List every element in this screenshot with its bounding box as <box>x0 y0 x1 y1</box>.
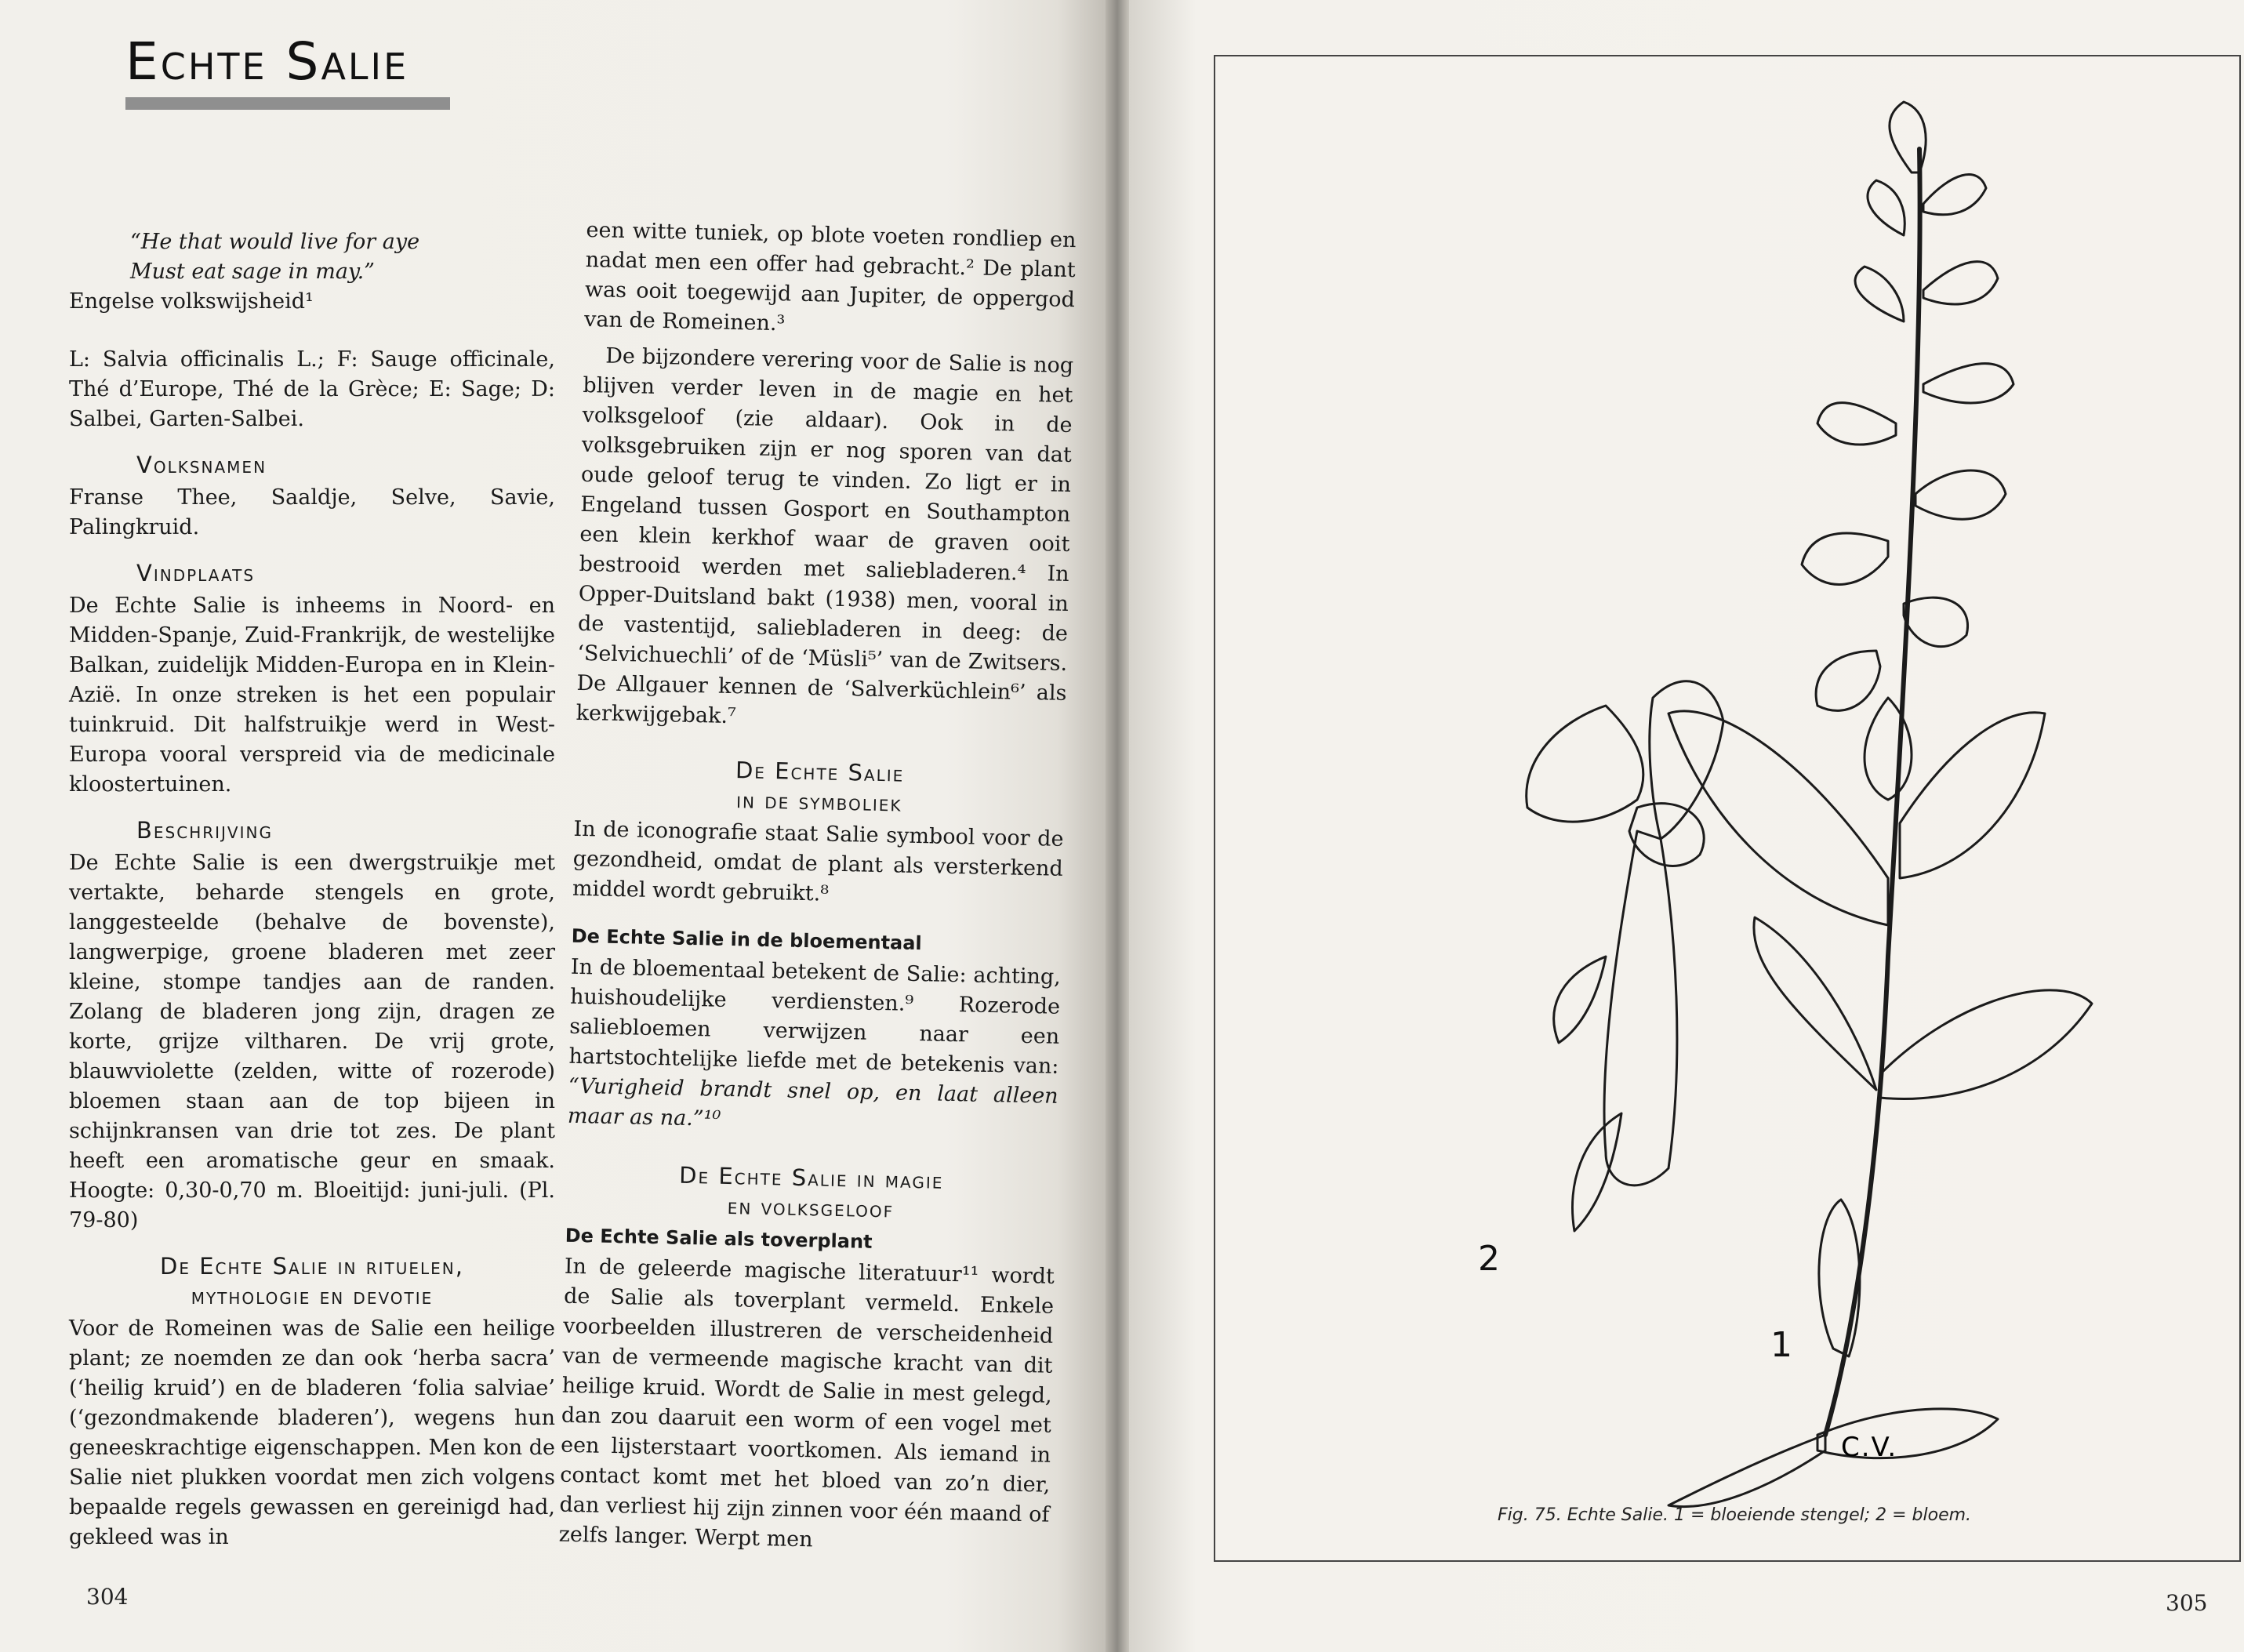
leaf-left-lower <box>1754 917 1876 1090</box>
motto-source: Engelse volkswijsheid¹ <box>69 289 314 314</box>
right-column <box>558 216 1077 1567</box>
heading-volksnamen: Volksnamen <box>136 452 267 478</box>
heading-symboliek-line-2: in de symboliek <box>735 786 902 817</box>
main-stem <box>1825 149 1920 1435</box>
flower-spike <box>1802 102 2013 800</box>
bloementaal-text <box>568 953 1062 1142</box>
heading-symboliek-line-1: De Echte Salie <box>735 757 905 787</box>
heading-rituelen-line-1: De Echte Salie in rituelen, <box>160 1253 464 1280</box>
rituelen-text: Voor de Romeinen was de Salie een heilige plant; ze noemden ze dan ook ‘herba sacra’ (‘heilig kruid’) en de bladeren ‘folia salviae’ (‘gezondmakende bladeren’), wegens hun geneeskrachtige eigenschappen. Men kon de Salie niet plukken voordat men zich volgens bepaalde regels gewassen en gereinigd had, gekleed was in <box>69 1316 555 1549</box>
subheading-toverplant: De Echte Salie als toverplant <box>565 1224 873 1253</box>
figure-caption: Fig. 75. Echte Salie. 1 = bloeiende stengel; 2 = bloem. <box>1498 1505 1972 1525</box>
figure-label-1: 1 <box>1770 1325 1792 1365</box>
leaf-bottom-left <box>1668 1435 1825 1507</box>
heading-magie-line-2: en volksgeloof <box>727 1193 895 1223</box>
toverplant-text: In de geleerde magische literatuur¹¹ wordt de Salie als toverplant vermeld. Enkele voorbeelden illustreren de verscheidenheid van de vermeende magische kracht van dit heilige kruid. Wordt de Salie in mest gelegd, dan zou daaruit een worm of een vogel met een lijsterstaart voortkomen. Als iemand in contact komt met het bloed van zo’n dier, dan verliest hij zijn zinnen voor één maand of zelfs langer. Werpt men <box>558 1254 1055 1552</box>
figure-label-2: 2 <box>1478 1239 1500 1279</box>
heading-vindplaats: Vindplaats <box>136 560 256 586</box>
heading-rituelen-line-2: mythologie en devotie <box>191 1283 434 1309</box>
left-page <box>0 0 1113 1652</box>
leaf-bud <box>1819 1200 1860 1356</box>
sage-illustration <box>1214 55 2238 1559</box>
beschrijving-text: De Echte Salie is een dwergstruikje met vertakte, beharde stengels en grote, langgesteelde (behalve de bovenste), langwerpige, groene bladeren met zeer kleine, stompe tandjes aan de randen. Zolang de bladeren jong zijn, dragen ze korte, grijze viltharen. De vrij grote, blauwviolette (zelden, witte of rozerode) bloemen staan aan de top bijeen in schijnkransen van drie tot zes. De plant heeft een aromatische geur en smaak. Hoogte: 0,30-0,70 m. Bloeitijd: juni-juli. (Pl. 79-80) <box>69 851 555 1233</box>
bloementaal-quote: “Vurigheid brandt snel op, en laat alleen maar as na.”¹⁰ <box>567 1073 1058 1131</box>
leaf-right-lower <box>1880 990 2092 1099</box>
title-underline-bar <box>125 97 450 110</box>
leaf-left-large <box>1668 711 1888 925</box>
artist-signature: C.V. <box>1841 1432 1898 1463</box>
page-number-right: 305 <box>2166 1590 2208 1616</box>
scientific-names: L: Salvia officinalis L.; F: Sauge officinale, Thé d’Europe, Thé de la Grèce; E: Sage; D: Salbei, Garten-Salbei. <box>69 347 555 431</box>
book-gutter <box>1106 0 1129 1652</box>
motto-line-1: “He that would live for aye <box>130 230 420 254</box>
subheading-bloementaal: De Echte Salie in de bloementaal <box>571 924 922 955</box>
volksnamen-text: Franse Thee, Saaldje, Selve, Savie, Palingkruid. <box>69 485 555 539</box>
flower-detail <box>1527 681 1723 1231</box>
column2-paragraph-1: een witte tuniek, op blote voeten rondliep en nadat men een offer had gebracht.² De plant was ooit toegewijd aan Jupiter, de oppergod van de Romeinen.³ <box>583 217 1077 336</box>
heading-beschrijving: Beschrijving <box>136 817 273 844</box>
page-title: Echte Salie <box>125 31 409 92</box>
left-column <box>69 227 555 1559</box>
bloementaal-body: In de bloementaal betekent de Salie: achting, huishoudelijke verdiensten.⁹ Rozerode saliebloemen verwijzen naar een hartstochtelijke liefde met de betekenis van: <box>568 954 1062 1079</box>
vindplaats-text: De Echte Salie is inheems in Noord- en Midden-Spanje, Zuid-Frankrijk, de westelijke Balkan, zuidelijk Midden-Europa en in Klein-Azië. In onze streken is het een populair tuinkruid. Dit halfstruikje werd in West-Europa vooral verspreid via de medicinale kloostertuinen. <box>69 594 555 797</box>
column2-paragraph-2: De bijzondere verering voor de Salie is nog blijven verder leven in de magie en het volksgeloof (zie aldaar). Ook in de volksgebruiken zijn er nog sporen van dat oude geloof terug te vinden. Zo ligt er in Engeland tussen Gosport en Southampton een klein kerkhof waar de graven ooit bestrooid werden met saliebladeren.⁴ In Opper-Duitsland bakt (1938) men, vooral in de vastentijd, saliebladeren in deeg: de ‘Selvichuechli’ of de ‘Müsli⁵’ van de Zwitsers. De Allgauer kennen de ‘Salverküchlein⁶’ als kerkwijgebak.⁷ <box>576 343 1074 729</box>
leaf-right-upper <box>1900 713 2045 878</box>
motto-line-2: Must eat sage in may.” <box>130 260 375 284</box>
symboliek-text: In de iconografie staat Salie symbool voor de gezondheid, omdat de plant als versterkend middel wordt gebruikt.⁸ <box>572 816 1064 906</box>
heading-magie-line-1: De Echte Salie in magie <box>678 1161 944 1194</box>
page-number-left: 304 <box>86 1584 129 1610</box>
